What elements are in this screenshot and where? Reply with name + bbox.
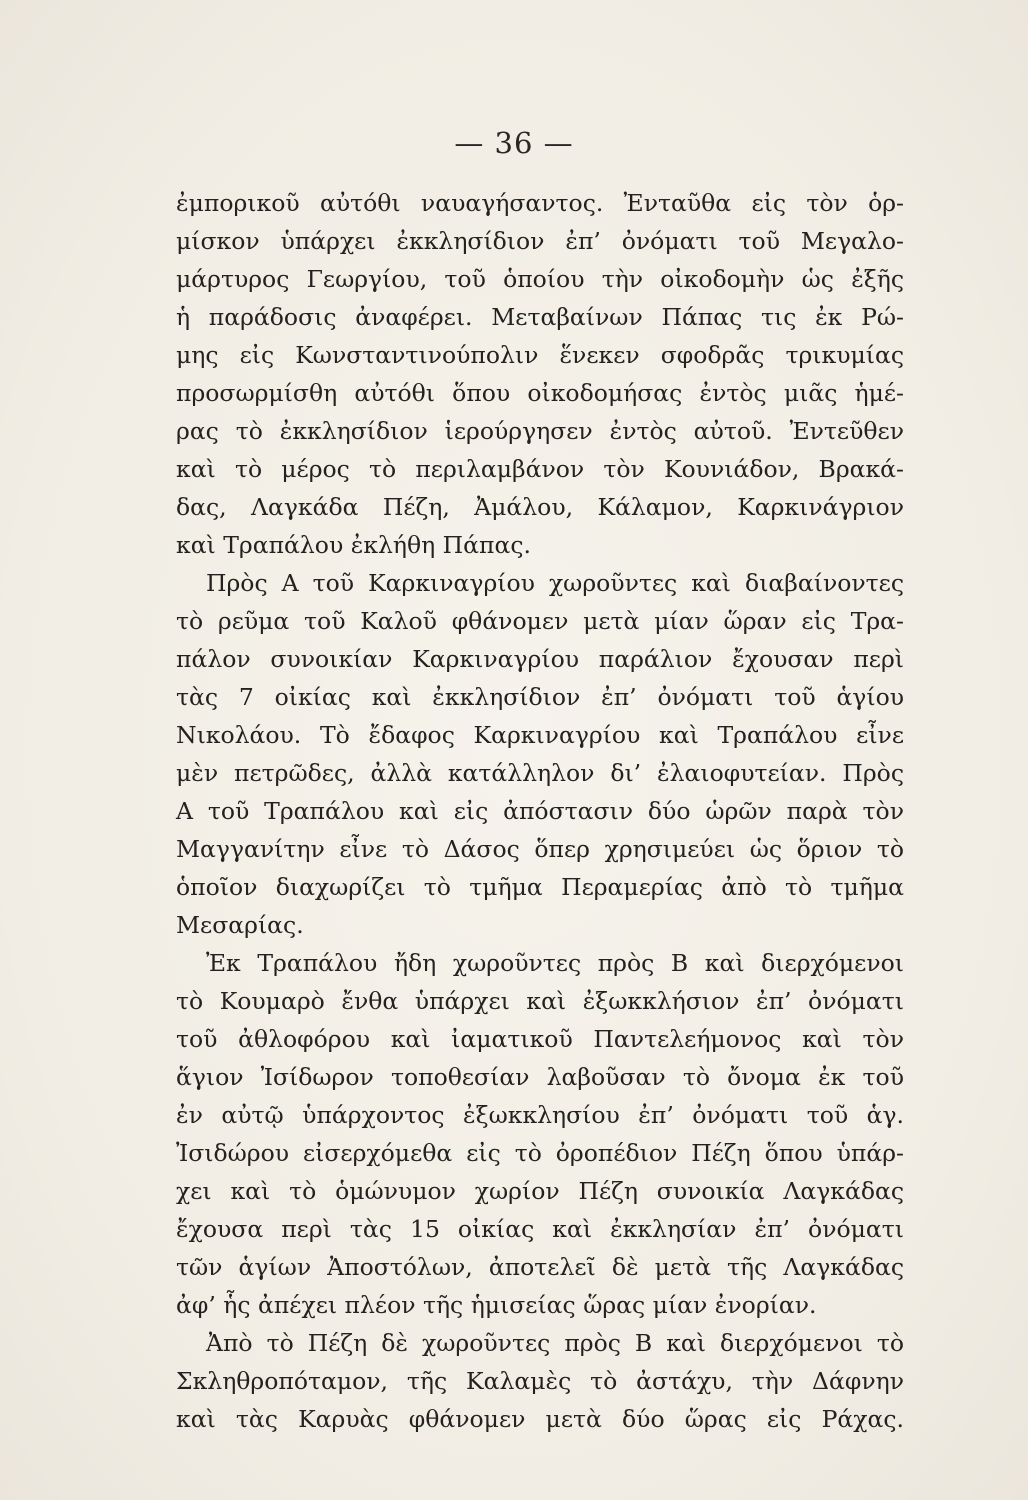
text-line: Ἐκ Τραπάλου ἤδη χωροῦντες πρὸς Β καὶ διερχόμενοι [206,949,904,977]
text-line: Ἀπὸ τὸ Πέζη δὲ χωροῦντες πρὸς Β καὶ διερχόμενοι τὸ [206,1329,904,1357]
text-line: ρας τὸ ἐκκλησίδιον ἱερούργησεν ἐντὸς αὐτοῦ. Ἐντεῦθεν [176,417,904,445]
text-line: καὶ τὰς Καρυὰς φθάνομεν μετὰ δύο ὥρας εἰς Ράχας. [176,1405,904,1433]
text-line: ἐμπορικοῦ αὐτόθι ναυαγήσαντος. Ἐνταῦθα εἰς τὸν ὁρ- [176,189,904,217]
text-line: προσωρμίσθη αὐτόθι ὅπου οἰκοδομήσας ἐντὸς μιᾶς ἡμέ- [176,379,904,407]
text-line: καὶ Τραπάλου ἐκλήθη Πάπας. [176,531,531,559]
text-line: Ἰσιδώρου εἰσερχόμεθα εἰς τὸ ὀροπέδιον Πέζη ὅπου ὑπάρ- [176,1139,904,1167]
text-line: καὶ τὸ μέρος τὸ περιλαμβάνον τὸν Κουνιάδον, Βρακά- [176,455,904,483]
text-line: τῶν ἁγίων Ἀποστόλων, ἀποτελεῖ δὲ μετὰ τῆς Λαγκάδας [176,1253,904,1281]
text-line: ἔχουσα περὶ τὰς 15 οἰκίας καὶ ἐκκλησίαν ἐπ’ ὀνόματι [176,1215,904,1243]
text-line: δας, Λαγκάδα Πέζη, Ἀμάλου, Κάλαμον, Καρκινάγριον [176,493,904,521]
text-line: Μαγγανίτην εἶνε τὸ Δάσος ὅπερ χρησιμεύει ὡς ὅριον τὸ [176,835,904,863]
text-line: πάλον συνοικίαν Καρκιναγρίου παράλιον ἔχουσαν περὶ [176,645,904,673]
text-line: Μεσαρίας. [176,911,304,939]
text-line: μὲν πετρῶδες, ἀλλὰ κατάλληλον δι’ ἐλαιοφυτείαν. Πρὸς [176,759,904,787]
text-line: μάρτυρος Γεωργίου, τοῦ ὁποίου τὴν οἰκοδομὴν ὡς ἐξῆς [176,265,904,293]
text-line: τὸ Κουμαρὸ ἔνθα ὑπάρχει καὶ ἐξωκκλήσιον ἐπ’ ὀνόματι [176,987,904,1015]
text-line: χει καὶ τὸ ὁμώνυμον χωρίον Πέζη συνοικία Λαγκάδας [176,1177,904,1205]
text-line: τὸ ρεῦμα τοῦ Καλοῦ φθάνομεν μετὰ μίαν ὥραν εἰς Τρα- [176,607,904,635]
text-line: Νικολάου. Τὸ ἔδαφος Καρκιναγρίου καὶ Τραπάλου εἶνε [176,721,904,749]
page-number: — 36 — [454,126,574,160]
text-line: Α τοῦ Τραπάλου καὶ εἰς ἀπόστασιν δύο ὡρῶν παρὰ τὸν [176,797,904,825]
text-line: ἀφ’ ἧς ἀπέχει πλέον τῆς ἡμισείας ὥρας μίαν ἐνορίαν. [176,1291,817,1319]
text-line: μίσκον ὑπάρχει ἐκκλησίδιον ἐπ’ ὀνόματι τοῦ Μεγαλο- [176,227,904,255]
text-line: μης εἰς Κωνσταντινούπολιν ἕνεκεν σφοδρᾶς τρικυμίας [176,341,904,369]
text-line: Σκληθροπόταμον, τῆς Καλαμὲς τὸ ἀστάχυ, τὴν Δάφνην [176,1367,904,1395]
text-line: τὰς 7 οἰκίας καὶ ἐκκλησίδιον ἐπ’ ὀνόματι τοῦ ἁγίου [176,683,904,711]
text-line: ὁποῖον διαχωρίζει τὸ τμῆμα Περαμερίας ἀπὸ τὸ τμῆμα [176,873,904,901]
text-line: Πρὸς Α τοῦ Καρκιναγρίου χωροῦντες καὶ διαβαίνοντες [206,569,904,597]
body-text [176,184,904,1438]
text-line: ἐν αὐτῷ ὑπάρχοντος ἐξωκκλησίου ἐπ’ ὀνόματι τοῦ ἁγ. [176,1101,904,1129]
text-line: τοῦ ἀθλοφόρου καὶ ἰαματικοῦ Παντελεήμονος καὶ τὸν [176,1025,904,1053]
text-line: ἅγιον Ἰσίδωρον τοποθεσίαν λαβοῦσαν τὸ ὄνομα ἐκ τοῦ [176,1063,904,1091]
text-line: ἡ παράδοσις ἀναφέρει. Μεταβαίνων Πάπας τις ἐκ Ρώ- [176,303,904,331]
